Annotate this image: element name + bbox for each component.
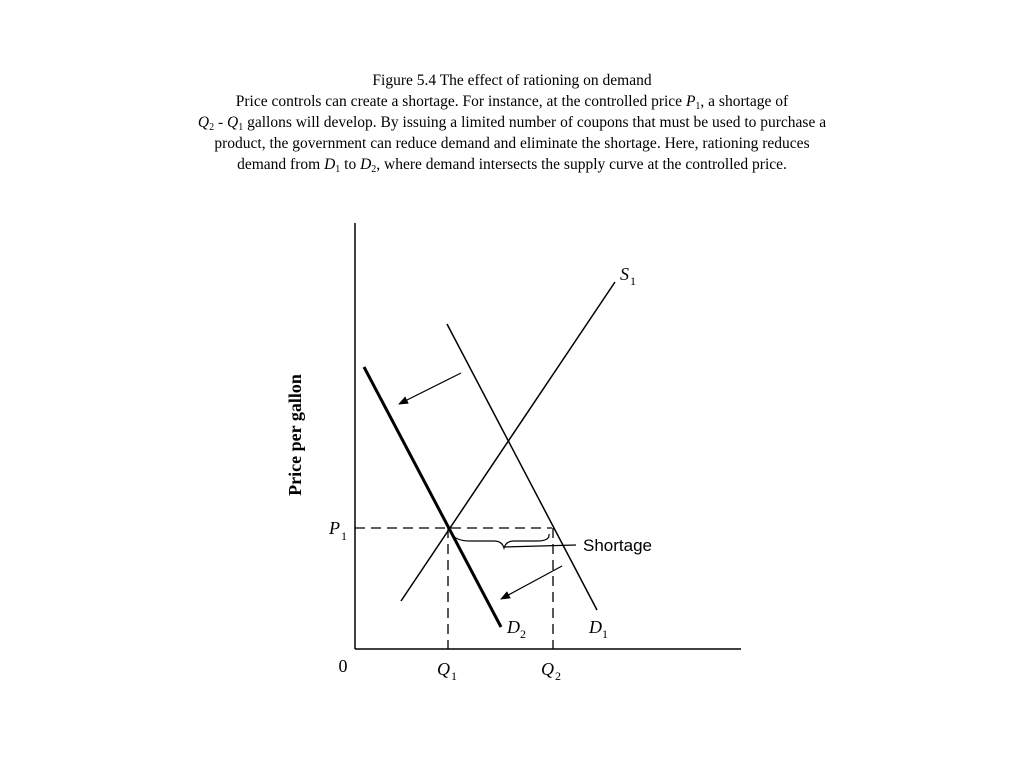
svg-text:1: 1 [602,627,608,641]
y-axis-title: Price per gallon [285,374,305,496]
shortage-leader-line [504,545,576,547]
demand-label-d1 [588,617,608,641]
svg-text:D: D [589,617,602,637]
svg-text:Q: Q [541,659,554,679]
svg-text:1: 1 [341,529,347,543]
svg-text:S: S [620,264,629,284]
svg-text:2: 2 [555,669,561,683]
demand-curve-d2 [364,367,501,627]
svg-text:P: P [329,518,340,538]
svg-text:Q: Q [437,659,450,679]
demand-label-d2 [506,617,526,641]
price-label-p1 [328,518,347,543]
supply-label-s1 [620,264,636,288]
quantity-label-q2 [541,659,561,683]
demand-shift-arrow-upper [399,373,461,404]
quantity-label-q1 [437,659,457,683]
svg-text:1: 1 [451,669,457,683]
caption-title: Figure 5.4 The effect of rationing on demand [372,72,652,89]
svg-text:2: 2 [520,627,526,641]
shortage-label: Shortage [583,536,652,555]
origin-label: 0 [338,656,348,676]
caption-body: Price controls can create a shortage. For instance, at the controlled price $P_1$, a shortage of $Q_2 - Q_1$ gallons will develop. By issuing a limited number of coupons that must be used to purchase a product, the government can reduce demand and eliminate the shortage. Here, rationing reduces demand from $D_1$ to $D_2$, where demand intersects the supply curve at the controlled price. [197,93,827,175]
svg-text:1: 1 [630,274,636,288]
svg-text:D: D [507,617,520,637]
